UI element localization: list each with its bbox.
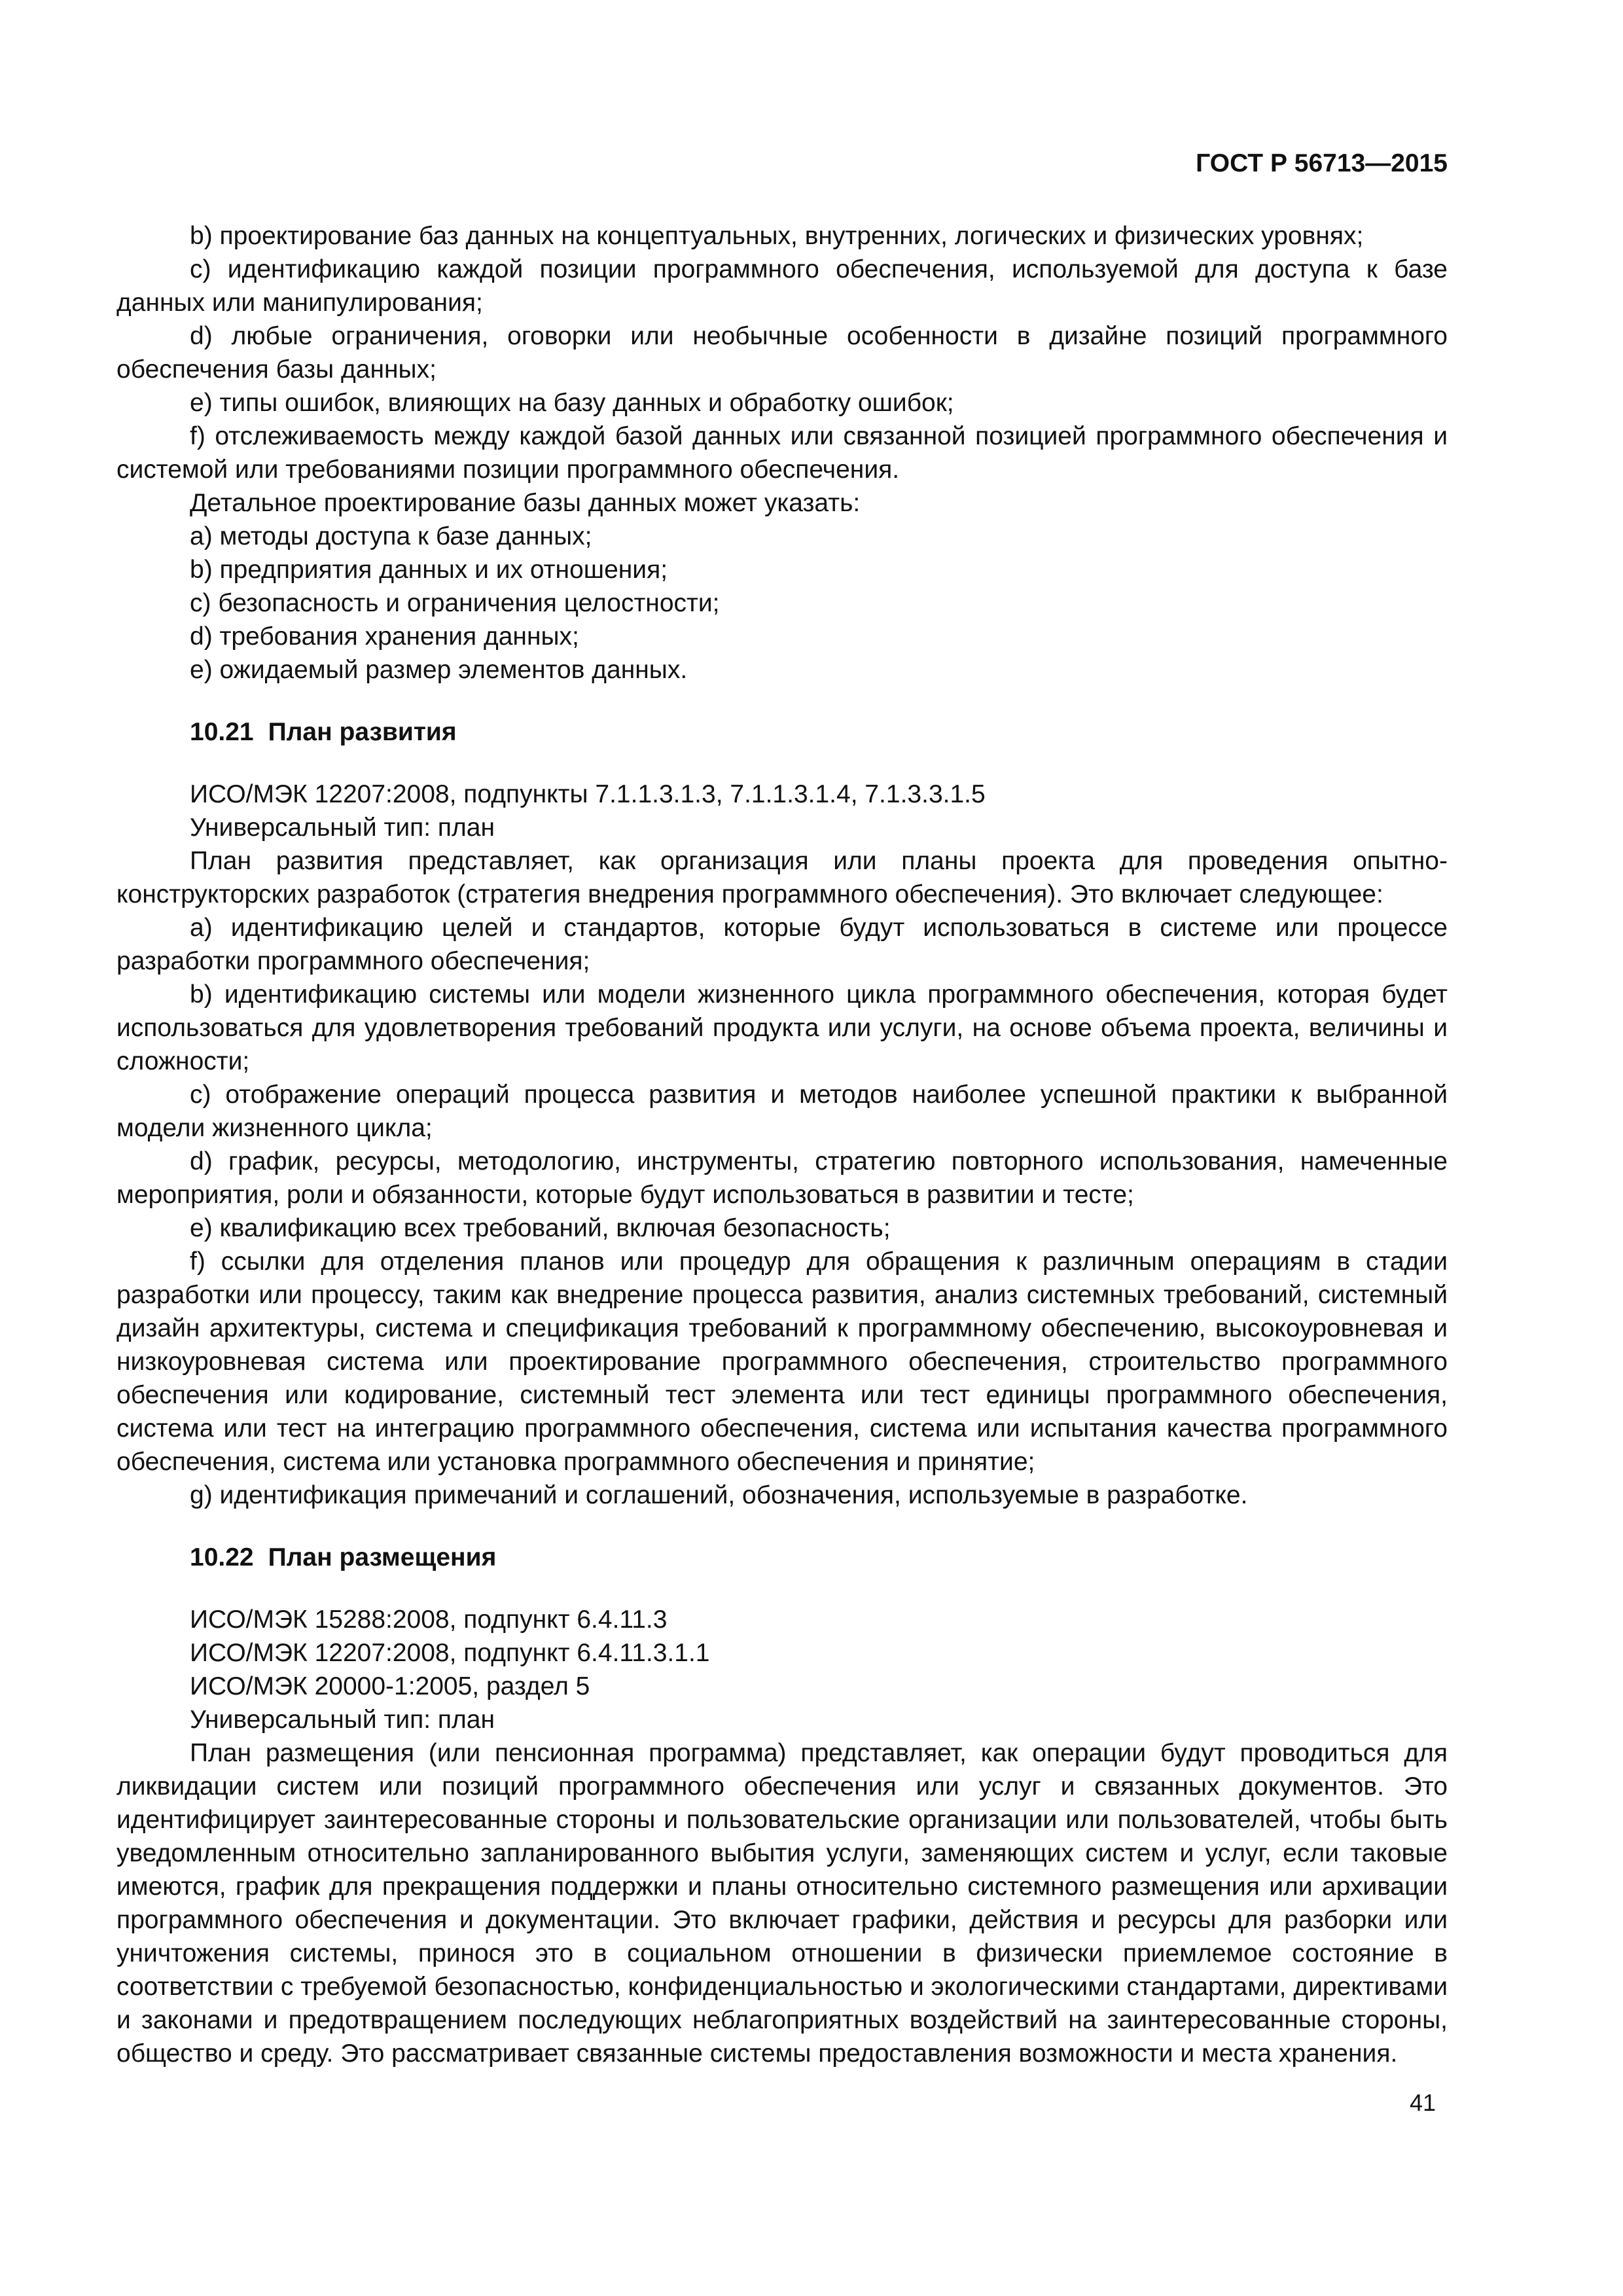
paragraph: b) идентификацию системы или модели жизненного цикла программного обеспечения, которая будет использоваться для удовлетворения требований продукта или услуги, на основе объема проекта, величины и сложности; <box>116 980 1448 1075</box>
paragraph: a) методы доступа к базе данных; <box>190 522 592 550</box>
paragraph: c) идентификацию каждой позиции программного обеспечения, используемой для доступа к базе данных или манипулирования; <box>116 255 1448 317</box>
section-heading-10-21 <box>190 715 1448 749</box>
paragraph: c) отображение операций процесса развития и методов наиболее успешной практики к выбранной модели жизненного цикла; <box>116 1081 1448 1142</box>
paragraph: b) проектирование баз данных на концептуальных, внутренних, логических и физических уровнях; <box>190 222 1364 250</box>
paragraph: ИСО/МЭК 15288:2008, подпункт 6.4.11.3 <box>190 1605 668 1634</box>
section-number: 10.21 <box>190 718 254 746</box>
paragraph: d) любые ограничения, оговорки или необычные особенности в дизайне позиций программного обеспечения базы данных; <box>116 322 1448 384</box>
section-body-10-21 <box>116 778 1448 1512</box>
paragraph: Универсальный тип: план <box>190 1706 495 1734</box>
paragraph: Универсальный тип: план <box>190 814 495 842</box>
paragraph: d) график, ресурсы, методологию, инструменты, стратегию повторного использования, намеченные мероприятия, роли и обязанности, которые будут использоваться в развитии и тесте; <box>116 1147 1448 1209</box>
database-design-list <box>116 219 1448 687</box>
paragraph: e) квалификацию всех требований, включая безопасность; <box>190 1214 891 1242</box>
section-body-10-22 <box>116 1603 1448 2070</box>
paragraph: ИСО/МЭК 12207:2008, подпункты 7.1.1.3.1.3, 7.1.1.3.1.4, 7.1.3.3.1.5 <box>190 780 986 808</box>
section-title: План развития <box>268 718 457 746</box>
paragraph: Детальное проектирование базы данных может указать: <box>190 489 861 517</box>
paragraph: d) требования хранения данных; <box>190 622 579 651</box>
paragraph: План развития представляет, как организация или планы проекта для проведения опытно-конструкторских разработок (стратегия внедрения программного обеспечения). Это включает следующее: <box>116 847 1448 908</box>
paragraph: План размещения (или пенсионная программа) представляет, как операции будут проводиться для ликвидации систем или позиций программного обеспечения или услуг и связанных документов. Это идентифицирует заинтересованные стороны и пользовательские организации или пользователей, чтобы быть уведомленным относительно запланированного выбытия услуги, заменяющих систем и услуг, если таковые имеются, график для прекращения поддержки и планы относительно системного размещения или архивации программного обеспечения и документации. Это включает графики, действия и ресурсы для разборки или уничтожения системы, принося это в социальном отношении в физически приемлемое состояние в соответствии с требуемой безопасностью, конфиденциальностью и экологическими стандартами, директивами и законами и предотвращением последующих неблагоприятных воздействий на заинтересованные стороны, общество и среду. Это рассматривает связанные системы предоставления возможности и места хранения. <box>116 1739 1448 2068</box>
paragraph: c) безопасность и ограничения целостности; <box>190 589 720 617</box>
document-header: ГОСТ Р 56713—2015 <box>1196 149 1448 177</box>
section-title: План размещения <box>268 1543 497 1571</box>
document-body <box>116 219 1448 2070</box>
paragraph: a) идентификацию целей и стандартов, которые будут использоваться в системе или процессе разработки программного обеспечения; <box>116 914 1448 975</box>
page-number: 41 <box>1409 2089 1436 2116</box>
section-number: 10.22 <box>190 1543 254 1571</box>
paragraph: g) идентификация примечаний и соглашений, обозначения, используемые в разработке. <box>190 1481 1248 1509</box>
paragraph: ИСО/МЭК 20000-1:2005, раздел 5 <box>190 1672 590 1700</box>
paragraph: f) отслеживаемость между каждой базой данных или связанной позицией программного обеспечения и системой или требованиями позиции программного обеспечения. <box>116 422 1448 484</box>
paragraph: e) типы ошибок, влияющих на базу данных и обработку ошибок; <box>190 389 954 417</box>
section-heading-10-22 <box>190 1541 1448 1574</box>
paragraph: b) предприятия данных и их отношения; <box>190 556 668 584</box>
paragraph: e) ожидаемый размер элементов данных. <box>190 656 688 684</box>
paragraph: ИСО/МЭК 12207:2008, подпункт 6.4.11.3.1.1 <box>190 1639 710 1667</box>
paragraph: f) ссылки для отделения планов или процедур для обращения к различным операциям в стадии разработки или процессу, таким как внедрение процесса развития, анализ системных требований, системный дизайн архитектуры, система и спецификация требований к программному обеспечению, высокоуровневая и низкоуровневая система или проектирование программного обеспечения, строительство программного обеспечения или кодирование, системный тест элемента или тест единицы программного обеспечения, система или тест на интеграцию программного обеспечения, система или испытания качества программного обеспечения, система или установка программного обеспечения и принятие; <box>116 1247 1448 1476</box>
